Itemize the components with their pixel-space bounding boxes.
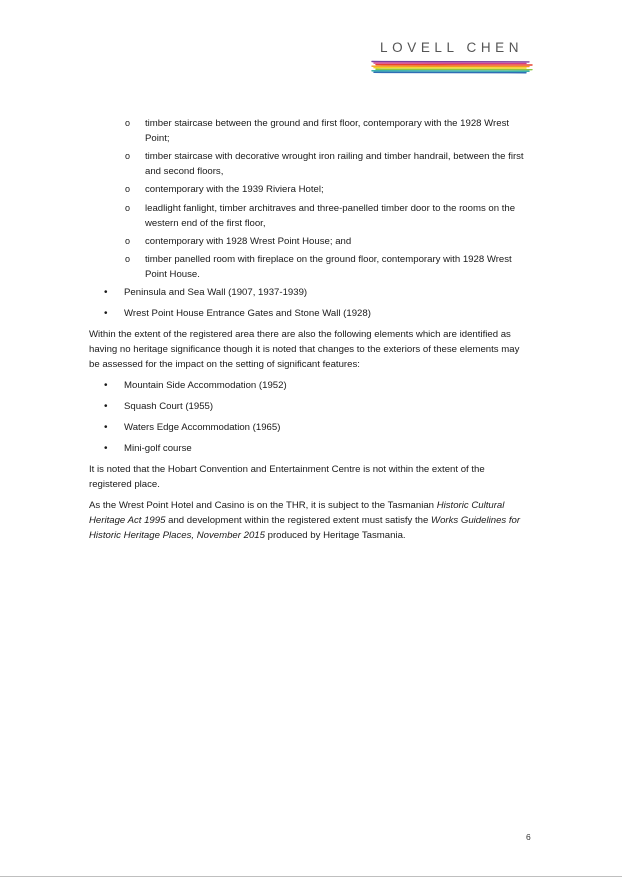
- bullet-icon: •: [104, 380, 108, 392]
- bullet-list-item: [89, 441, 529, 456]
- bullet-icon: •: [104, 443, 108, 455]
- list-item-text: Mountain Side Accommodation (1952): [124, 380, 287, 392]
- page-bottom-rule: [0, 876, 622, 877]
- list-item-text: contemporary with the 1939 Riviera Hotel;: [145, 184, 324, 196]
- list-item-text: leadlight fanlight, timber architraves and three-panelled timber door to the rooms on the western end of the first floor,: [145, 202, 516, 229]
- sub-list-item: [89, 182, 529, 197]
- sub-list-item: [89, 201, 529, 231]
- circle-bullet-icon: o: [125, 118, 131, 128]
- bullet-icon: •: [104, 308, 108, 320]
- brand-logo: [370, 40, 538, 76]
- bullet-list-significant: [89, 285, 529, 321]
- thr-text-1: As the Wrest Point Hotel and Casino is on the THR, it is subject to the Tasmanian: [89, 500, 437, 512]
- bullet-list-item: [89, 306, 529, 321]
- list-item-text: Waters Edge Accommodation (1965): [124, 422, 281, 434]
- sub-list-item: [89, 234, 529, 249]
- circle-bullet-icon: o: [125, 202, 131, 213]
- circle-bullet-icon: o: [125, 151, 131, 162]
- sub-list-item: [89, 252, 529, 282]
- bullet-icon: •: [104, 401, 108, 413]
- circle-bullet-icon: o: [125, 184, 131, 195]
- list-item-text: Wrest Point House Entrance Gates and Stone Wall (1928): [124, 308, 371, 320]
- brand-name: LOVELL CHEN: [380, 40, 524, 55]
- thr-guidelines-title: Works Guidelines for Historic Heritage Places, November 2015: [89, 515, 521, 542]
- paragraph-thr: [89, 498, 529, 543]
- bullet-icon: •: [104, 422, 108, 434]
- sub-list-item: [89, 116, 529, 146]
- thr-text-2: and development within the registered extent must satisfy the: [165, 515, 432, 527]
- bullet-list-item: [89, 420, 529, 435]
- bullet-list-item: [89, 285, 529, 300]
- thr-act-title: Historic Cultural Heritage Act 1995: [89, 500, 505, 527]
- brand-stripes: [370, 60, 538, 76]
- circle-bullet-icon: o: [125, 253, 131, 264]
- bullet-list-item: [89, 378, 529, 393]
- bullet-icon: •: [104, 287, 108, 299]
- page-number: 6: [526, 832, 531, 842]
- sub-list: [89, 116, 529, 282]
- bullet-list-non-significant: [89, 378, 529, 456]
- list-item-text: Mini-golf course: [124, 443, 192, 455]
- circle-bullet-icon: o: [125, 235, 131, 246]
- list-item-text: Peninsula and Sea Wall (1907, 1937-1939): [124, 287, 308, 299]
- body-text: [89, 116, 529, 549]
- bullet-list-item: [89, 399, 529, 414]
- thr-text-3: produced by Heritage Tasmania.: [264, 530, 406, 542]
- list-item-text: timber panelled room with fireplace on the ground floor, contemporary with 1928 Wrest Point House.: [145, 253, 512, 280]
- list-item-text: timber staircase between the ground and first floor, contemporary with the 1928 Wrest Point;: [145, 118, 510, 144]
- list-item-text: contemporary with 1928 Wrest Point House; and: [145, 235, 352, 247]
- paragraph-convention-centre: It is noted that the Hobart Convention and Entertainment Centre is not within the extent of the registered place.: [89, 464, 485, 491]
- paragraph-no-significance: Within the extent of the registered area there are also the following elements which are identified as having no heritage significance though it is noted that changes to the exteriors of these elements may be assessed for the impact on the setting of significant features:: [89, 329, 520, 371]
- list-item-text: Squash Court (1955): [124, 401, 214, 413]
- list-item-text: timber staircase with decorative wrought iron railing and timber handrail, between the first and second floors,: [145, 151, 524, 178]
- sub-list-item: [89, 149, 529, 179]
